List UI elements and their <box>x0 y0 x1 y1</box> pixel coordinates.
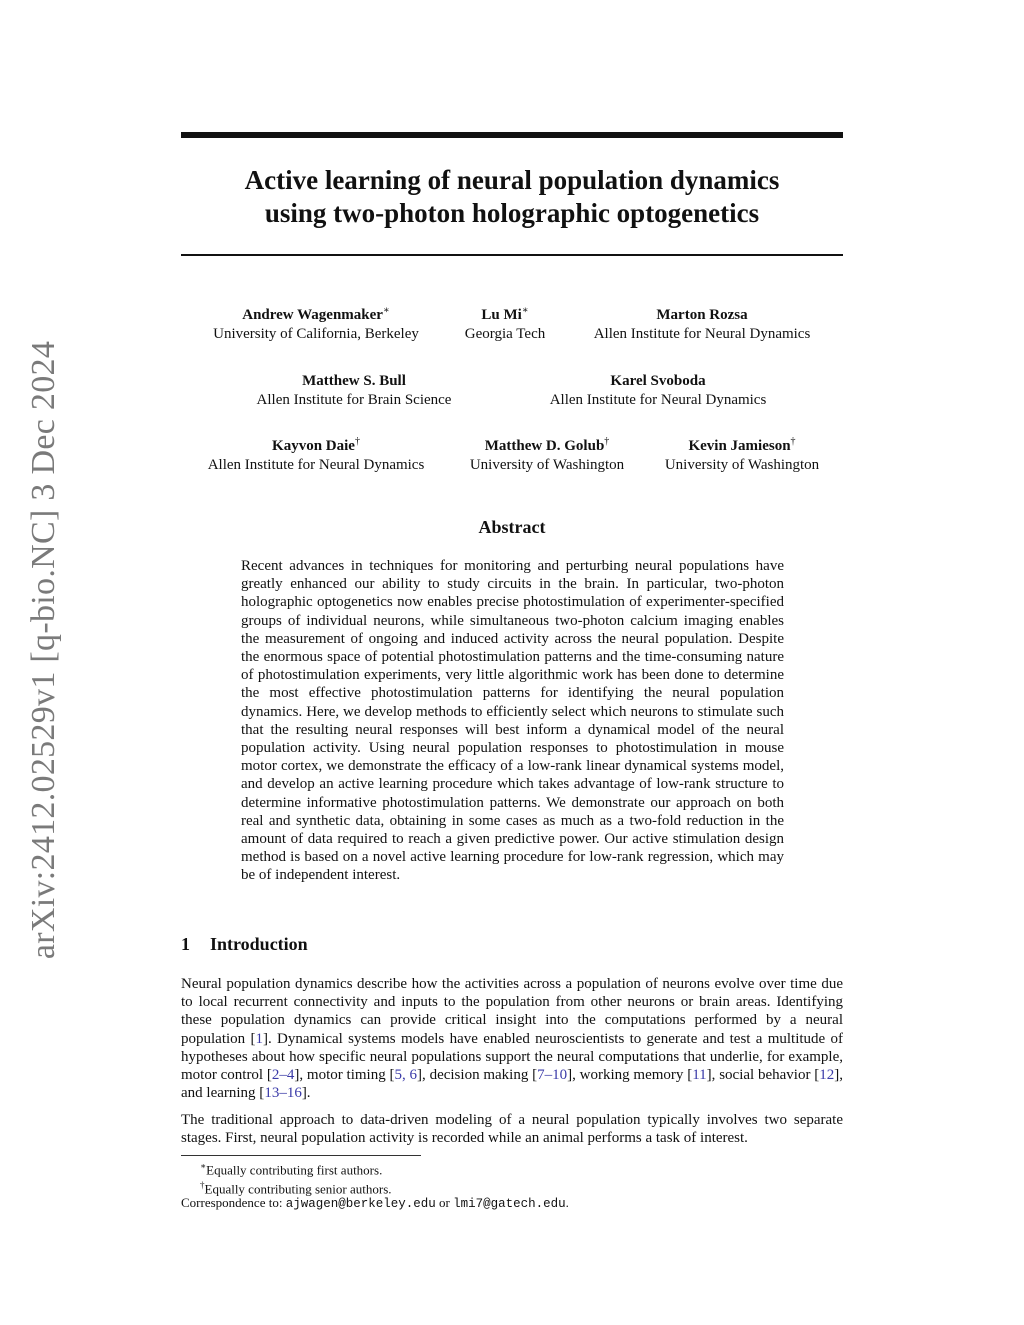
text-run: ], and learning [ <box>181 1067 843 1102</box>
footnote-mark: † <box>200 1180 205 1190</box>
author-name: Kayvon Daie <box>272 438 355 454</box>
text-run: ]. Dynamical systems models have enabled neuroscientists to generate and test a multitude of hypotheses about how specific neural populations support the neural computations that underlie, for example, motor control [ <box>181 1030 844 1084</box>
author-affiliation: Allen Institute for Brain Science <box>256 392 452 408</box>
text-run: Neural population dynamics describe how the activities across a population of neurons evolve over time due to local recurrent connectivity and inputs to the population from other neurons or brain areas. Identifying these population dynamics can provide critical insight into the computations performed by a neural population [ <box>181 976 843 1047</box>
author-block <box>470 432 624 475</box>
footnote-text: Equally contributing first authors. <box>206 1162 383 1178</box>
paper-title <box>181 164 843 230</box>
author-mark: † <box>354 436 360 447</box>
author-block <box>257 367 452 410</box>
section-title: Introduction <box>210 934 308 954</box>
title-line-2: using two-photon holographic optogenetics <box>264 198 760 228</box>
citation-link[interactable]: 2–4 <box>271 1067 295 1084</box>
author-name: Matthew S. Bull <box>302 373 406 389</box>
author-mark: ∗ <box>521 305 529 316</box>
footnote-rule <box>181 1155 421 1156</box>
author-block <box>594 301 811 344</box>
author-affiliation: University of California, Berkeley <box>213 326 419 342</box>
text-run: ], motor timing [ <box>294 1067 395 1084</box>
section-number: 1 <box>181 934 190 954</box>
author-name: Marton Rozsa <box>656 307 748 323</box>
author-affiliation: Georgia Tech <box>464 326 546 342</box>
citation-link[interactable]: 12 <box>819 1067 835 1084</box>
author-name: Kevin Jamieson <box>688 438 791 454</box>
title-bottom-rule <box>181 254 843 256</box>
footnote-text: or <box>435 1195 454 1210</box>
text-run: ]. <box>301 1085 311 1102</box>
author-name: Matthew D. Golub <box>484 438 605 454</box>
footnote-correspondence <box>181 1194 569 1213</box>
author-block <box>550 367 767 410</box>
footnote-mark: ∗ <box>200 1161 207 1171</box>
footnote-text: Correspondence to: <box>181 1195 286 1210</box>
text-run: ], social behavior [ <box>706 1067 820 1084</box>
title-top-rule <box>181 132 843 138</box>
author-affiliation: Allen Institute for Neural Dynamics <box>207 457 425 473</box>
author-block <box>465 301 545 344</box>
title-line-1: Active learning of neural population dynamics <box>244 165 780 195</box>
citation-link[interactable]: 13–16 <box>264 1085 302 1102</box>
intro-paragraph-2: The traditional approach to data-driven modeling of a neural population typically involves two separate stages. First, neural population activity is recorded while an animal performs a task of interest. <box>181 1112 843 1147</box>
citation-link[interactable]: 5, 6 <box>394 1067 418 1084</box>
author-name: Lu Mi <box>481 307 522 323</box>
author-block <box>213 301 419 344</box>
citation-link[interactable]: 11 <box>692 1067 707 1084</box>
author-affiliation: University of Washington <box>664 457 820 473</box>
author-affiliation: University of Washington <box>469 457 625 473</box>
email-link[interactable]: ajwagen@berkeley.edu <box>285 1197 436 1211</box>
citation-link[interactable]: 1 <box>255 1030 263 1047</box>
intro-paragraph-1 <box>181 975 843 1102</box>
section-heading <box>181 934 308 955</box>
citation-link[interactable]: 7–10 <box>537 1067 568 1084</box>
author-name: Andrew Wagenmaker <box>242 307 383 323</box>
author-affiliation: Allen Institute for Neural Dynamics <box>593 326 811 342</box>
abstract-text: Recent advances in techniques for monitoring and perturbing neural populations have greatly enhanced our ability to study circuits in the brain. In particular, two-photon holographic optogenetics now enables precise photostimulation of experimenter-specified groups of individual neurons, while simultaneous two-photon calcium imaging enables the measurement of ongoing and induced activity across the neural population. Despite the enormous space of potential photostimulation patterns and the time-consuming nature of photostimulation experiments, very little algorithmic work has been done to determine the most effective photostimulation patterns for identifying the neural population dynamics. Here, we develop methods to efficiently select which neurons to stimulate such that the resulting neural responses will best inform a dynamical model of the neural population activity. Using neural population responses to photostimulation in mouse motor cortex, we demonstrate the efficacy of a low-rank linear dynamical systems model, and develop an active learning procedure which takes advantage of low-rank structure to determine informative photostimulation patterns. We demonstrate our approach on both real and synthetic data, obtaining in some cases as much as a two-fold reduction in the amount of data required to reach a given predictive power. Our active stimulation design method is based on a novel active learning procedure for low-rank regression, which may be of independent interest. <box>241 558 784 884</box>
email-link[interactable]: lmi7@gatech.edu <box>453 1197 566 1211</box>
author-block <box>208 432 425 475</box>
abstract-heading: Abstract <box>478 517 546 537</box>
author-mark: † <box>790 436 796 447</box>
footnote-text: Equally contributing senior authors. <box>204 1181 392 1197</box>
arxiv-identifier-stamp[interactable]: arXiv:2412.02529v1 [q-bio.NC] 3 Dec 2024 <box>25 340 62 960</box>
author-affiliation: Allen Institute for Neural Dynamics <box>549 392 767 408</box>
text-run: ], working memory [ <box>567 1067 693 1084</box>
author-name: Karel Svoboda <box>610 373 706 389</box>
text-run: ], decision making [ <box>417 1067 538 1084</box>
footnote-text: . <box>565 1195 569 1210</box>
author-block <box>665 432 819 475</box>
footnote-first-authors <box>200 1158 382 1178</box>
author-mark: † <box>604 436 610 447</box>
author-mark: ∗ <box>382 305 390 316</box>
